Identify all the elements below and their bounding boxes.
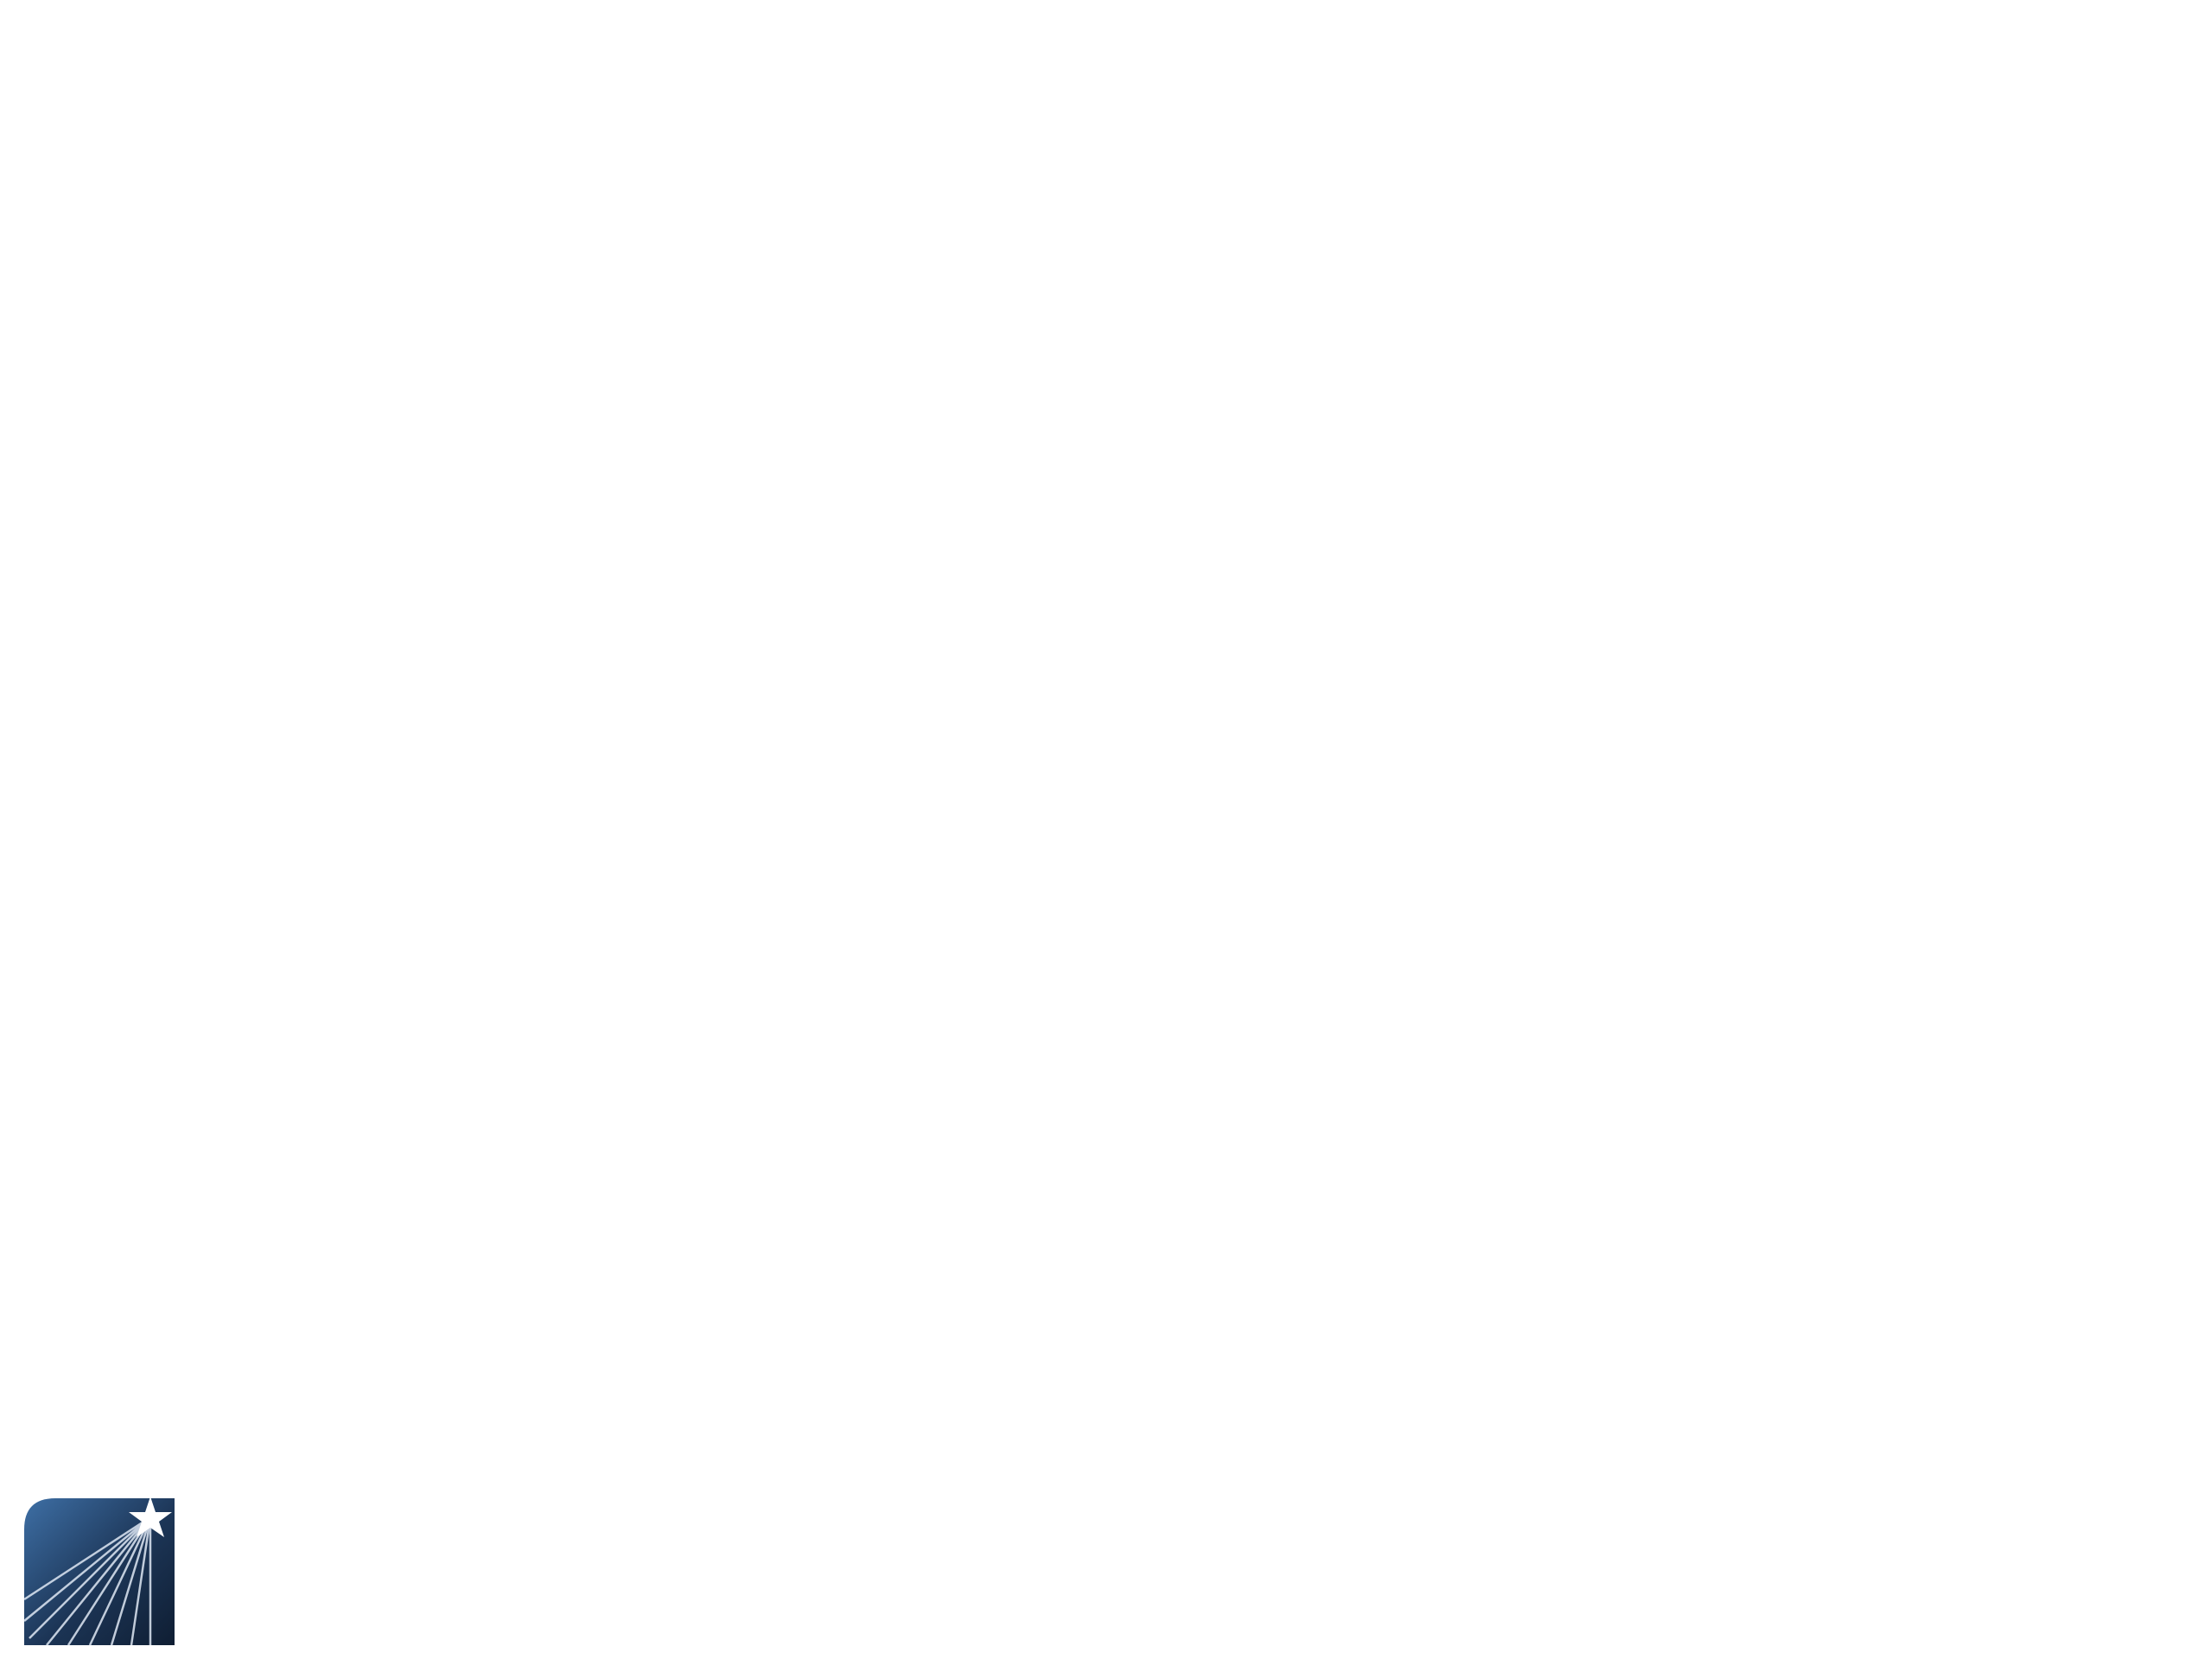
deco-square-left	[21, 724, 104, 807]
deco-square-top	[523, 19, 606, 102]
deco-square-left	[21, 423, 104, 505]
deco-square-top	[322, 19, 405, 102]
deco-square-left	[21, 1027, 104, 1109]
deco-square-top	[423, 19, 505, 102]
deco-square-top	[823, 19, 906, 102]
deco-square-top	[222, 19, 305, 102]
deco-square-top	[623, 19, 706, 102]
deco-square-left	[21, 321, 104, 404]
deco-square-left	[21, 523, 104, 606]
deco-square-left	[21, 1127, 104, 1210]
deco-square-top	[21, 19, 104, 102]
bullet-list	[147, 422, 2117, 515]
deco-square-top	[1024, 19, 1107, 102]
maine-doe-logo	[21, 1491, 470, 1656]
deco-square-left	[21, 120, 104, 203]
deco-square-left	[21, 624, 104, 707]
maine-doe-star-rays-icon	[21, 1491, 178, 1649]
deco-square-left	[21, 221, 104, 304]
deco-square-left	[21, 925, 104, 1008]
deco-square-top	[122, 19, 205, 102]
deco-square-left	[21, 825, 104, 908]
deco-square-top	[924, 19, 1007, 102]
deco-square-top	[1124, 19, 1207, 102]
deco-square-top	[723, 19, 806, 102]
